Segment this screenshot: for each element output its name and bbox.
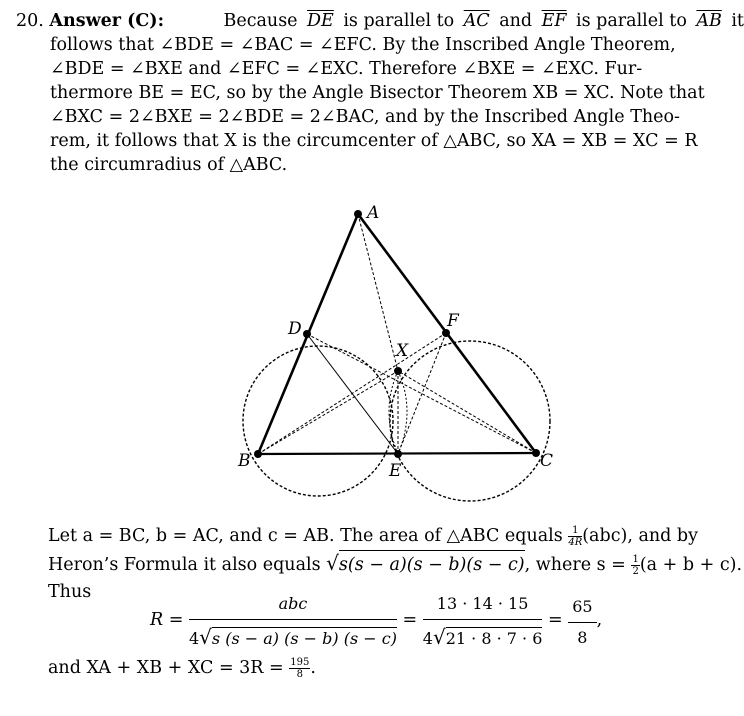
segment-ef: $\overline{EF}$ xyxy=(541,11,567,31)
segment-ab: $\overline{AB}$ xyxy=(696,11,722,31)
final-answer-line: and XA + XB + XC = 3R = $\frac{195}{8}$ . xyxy=(48,657,316,680)
point-e xyxy=(394,450,402,458)
label-f: F xyxy=(447,311,459,331)
text-fragment: , where s = xyxy=(524,555,626,575)
text-fragment: is parallel to xyxy=(576,11,687,31)
problem-line-1 xyxy=(16,9,744,33)
label-a: A xyxy=(367,203,380,223)
segment-fb xyxy=(258,333,446,454)
display-equation: R = abc 4√s (s − a) (s − b) (s − c) = $\frac{13 \cdot 14 \cdot 15}{4√21 \cdot 8 \cdot 7 \cdot 6}$ = $\frac{65}{8}$ , xyxy=(150,594,603,649)
eq-equals: = xyxy=(547,610,563,630)
solution-line-1 xyxy=(48,523,744,550)
segment-bx xyxy=(258,371,398,454)
segment-cx xyxy=(398,371,536,453)
label-b: B xyxy=(238,451,251,471)
segment-ac: $\overline{AC}$ xyxy=(463,11,490,31)
label-c: C xyxy=(540,451,554,471)
segment-de-line xyxy=(307,334,398,454)
problem-line-2: follows that ∠BDE = ∠BAC = ∠EFC. By the Inscribed Angle Theorem, xyxy=(50,35,676,55)
radical-sign: √ xyxy=(326,551,339,575)
point-a xyxy=(354,210,362,218)
text-fragment: it xyxy=(731,11,744,31)
text-fragment: (a + b + c). xyxy=(639,555,743,575)
text-fragment: is parallel to xyxy=(343,11,455,31)
point-b xyxy=(254,450,262,458)
problem-line-7: the circumradius of △ABC. xyxy=(50,155,288,175)
problem-line-3: ∠BDE = ∠BXE and ∠EFC = ∠EXC. Therefore ∠BXE = ∠EXC. Fur- xyxy=(50,59,643,79)
text-fragment: Because xyxy=(223,11,298,31)
problem-line-6: rem, it follows that X is the circumcenter of △ABC, so XA = XB = XC = R xyxy=(50,131,698,151)
solution-line-3: Thus xyxy=(48,582,92,602)
point-d xyxy=(303,330,311,338)
problem-text xyxy=(16,9,744,177)
text-fragment: (abc), and by xyxy=(582,526,699,546)
segment-ax xyxy=(358,214,398,371)
eq-equals: = xyxy=(402,610,418,630)
solution-line-2 xyxy=(48,550,744,579)
geometry-figure xyxy=(230,196,560,506)
answer-label: Answer (C): xyxy=(49,11,165,31)
point-x xyxy=(394,367,402,375)
fraction-half: $\frac{1}{2}$ xyxy=(632,554,639,577)
text-fragment: and XA + XB + XC = 3R = xyxy=(48,658,284,678)
text-fragment: and xyxy=(499,11,533,31)
label-x: X xyxy=(396,341,409,361)
text-fragment: Let a = BC, b = AC, and c = AB. The area of △ABC equals xyxy=(48,526,563,546)
eq-fraction-3: $\frac{65}{8}$ xyxy=(568,595,596,647)
fraction-195-over-8: $\frac{195}{8}$ xyxy=(290,657,310,680)
problem-number: 20. Answer (C): xyxy=(16,11,165,31)
fraction-1-over-4r: $\frac{1}{4R}$ xyxy=(568,525,583,548)
problem-line-4: thermore BE = EC, so by the Angle Bisector Theorem XB = XC. Note that xyxy=(50,83,705,103)
circle-bdex xyxy=(243,346,393,496)
eq-fraction-1: abc 4√s (s − a) (s − b) (s − c) xyxy=(188,594,397,649)
text-fragment: Heron’s Formula it also equals xyxy=(48,555,321,575)
point-c xyxy=(532,449,540,457)
segment-de: $\overline{DE}$ xyxy=(307,11,334,31)
eq-lhs: R = xyxy=(150,610,184,630)
heron-expression: s(s − a)(s − b)(s − c) xyxy=(339,550,525,579)
problem-line-5: ∠BXC = 2∠BXE = 2∠BDE = 2∠BAC, and by the Inscribed Angle Theo- xyxy=(50,107,680,127)
label-d: D xyxy=(288,319,302,339)
eq-fraction-2: $\frac{13 \cdot 14 \cdot 15}{4√21 \cdot 8 \cdot 7 \cdot 6}$ xyxy=(422,594,543,649)
label-e: E xyxy=(389,461,402,481)
